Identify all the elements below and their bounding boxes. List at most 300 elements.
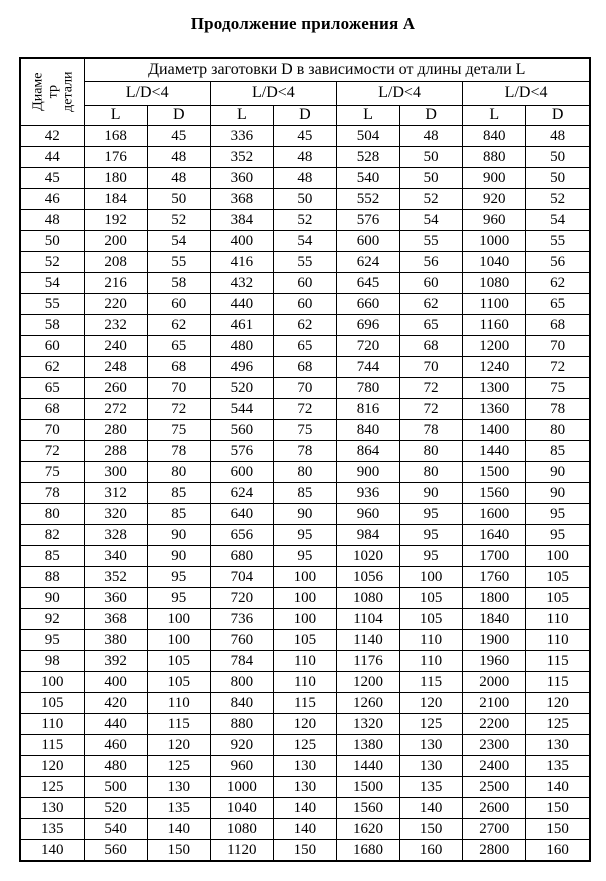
table-cell: 95 xyxy=(526,525,590,546)
table-cell: 312 xyxy=(84,483,147,504)
table-cell: 320 xyxy=(84,504,147,525)
table-cell: 1104 xyxy=(336,609,399,630)
diameter-cell: 88 xyxy=(20,567,84,588)
table-cell: 1680 xyxy=(336,840,399,862)
table-cell: 180 xyxy=(84,168,147,189)
table-cell: 288 xyxy=(84,441,147,462)
table-cell: 105 xyxy=(526,567,590,588)
table-cell: 70 xyxy=(526,336,590,357)
table-cell: 125 xyxy=(273,735,336,756)
table-cell: 380 xyxy=(84,630,147,651)
table-cell: 45 xyxy=(273,126,336,147)
table-cell: 1000 xyxy=(210,777,273,798)
table-cell: 130 xyxy=(273,777,336,798)
table-cell: 720 xyxy=(336,336,399,357)
table-row xyxy=(20,294,590,315)
table-cell: 1200 xyxy=(463,336,526,357)
diameter-cell: 82 xyxy=(20,525,84,546)
table-cell: 140 xyxy=(147,819,210,840)
diameter-cell: 80 xyxy=(20,504,84,525)
table-cell: 1500 xyxy=(336,777,399,798)
table-row xyxy=(20,357,590,378)
diameter-cell: 48 xyxy=(20,210,84,231)
table-cell: 184 xyxy=(84,189,147,210)
table-cell: 461 xyxy=(210,315,273,336)
diameter-cell: 75 xyxy=(20,462,84,483)
table-cell: 2500 xyxy=(463,777,526,798)
table-cell: 1380 xyxy=(336,735,399,756)
table-row xyxy=(20,819,590,840)
diameter-cell: 100 xyxy=(20,672,84,693)
diameter-cell: 60 xyxy=(20,336,84,357)
table-row xyxy=(20,798,590,819)
table-cell: 1620 xyxy=(336,819,399,840)
table-cell: 540 xyxy=(336,168,399,189)
table-row xyxy=(20,777,590,798)
table-cell: 52 xyxy=(400,189,463,210)
table-cell: 1560 xyxy=(336,798,399,819)
table-cell: 480 xyxy=(84,756,147,777)
table-cell: 864 xyxy=(336,441,399,462)
sub-header-row xyxy=(20,105,590,125)
table-cell: 400 xyxy=(210,231,273,252)
table-cell: 60 xyxy=(273,273,336,294)
table-row xyxy=(20,483,590,504)
table-row xyxy=(20,441,590,462)
table-cell: 624 xyxy=(210,483,273,504)
table-cell: 1400 xyxy=(463,420,526,441)
table-cell: 2700 xyxy=(463,819,526,840)
table-cell: 368 xyxy=(84,609,147,630)
table-cell: 780 xyxy=(336,378,399,399)
table-cell: 528 xyxy=(336,147,399,168)
diameter-cell: 135 xyxy=(20,819,84,840)
table-row xyxy=(20,378,590,399)
table-cell: 520 xyxy=(84,798,147,819)
table-cell: 54 xyxy=(526,210,590,231)
table-cell: 60 xyxy=(400,273,463,294)
table-cell: 140 xyxy=(273,819,336,840)
table-cell: 352 xyxy=(210,147,273,168)
table-cell: 125 xyxy=(526,714,590,735)
table-cell: 1800 xyxy=(463,588,526,609)
table-cell: 1020 xyxy=(336,546,399,567)
table-cell: 72 xyxy=(400,378,463,399)
table-row xyxy=(20,399,590,420)
table-cell: 656 xyxy=(210,525,273,546)
table-cell: 65 xyxy=(400,315,463,336)
table-cell: 105 xyxy=(273,630,336,651)
table-cell: 105 xyxy=(400,609,463,630)
table-cell: 1560 xyxy=(463,483,526,504)
table-cell: 816 xyxy=(336,399,399,420)
table-cell: 248 xyxy=(84,357,147,378)
table-cell: 960 xyxy=(210,756,273,777)
table-cell: 140 xyxy=(400,798,463,819)
table-cell: 50 xyxy=(400,168,463,189)
table-cell: 105 xyxy=(147,672,210,693)
table-cell: 704 xyxy=(210,567,273,588)
table-row xyxy=(20,714,590,735)
table-cell: 115 xyxy=(526,651,590,672)
table-cell: 440 xyxy=(210,294,273,315)
table-cell: 95 xyxy=(400,525,463,546)
table-cell: 100 xyxy=(147,609,210,630)
table-cell: 1240 xyxy=(463,357,526,378)
table-cell: 68 xyxy=(147,357,210,378)
table-cell: 70 xyxy=(147,378,210,399)
table-cell: 62 xyxy=(273,315,336,336)
diameter-cell: 98 xyxy=(20,651,84,672)
table-cell: 72 xyxy=(526,357,590,378)
table-cell: 140 xyxy=(273,798,336,819)
table-cell: 100 xyxy=(273,567,336,588)
table-row xyxy=(20,567,590,588)
table-cell: 150 xyxy=(526,819,590,840)
table-cell: 54 xyxy=(147,231,210,252)
table-cell: 140 xyxy=(526,777,590,798)
table-cell: 68 xyxy=(400,336,463,357)
table-cell: 48 xyxy=(526,126,590,147)
table-cell: 480 xyxy=(210,336,273,357)
table-row xyxy=(20,462,590,483)
table-cell: 900 xyxy=(336,462,399,483)
table-cell: 840 xyxy=(210,693,273,714)
table-cell: 110 xyxy=(273,672,336,693)
table-cell: 130 xyxy=(147,777,210,798)
table-cell: 1000 xyxy=(463,231,526,252)
rotated-text-wrap xyxy=(21,59,84,125)
table-cell: 1360 xyxy=(463,399,526,420)
diameter-cell: 105 xyxy=(20,693,84,714)
diameter-cell: 115 xyxy=(20,735,84,756)
table-cell: 736 xyxy=(210,609,273,630)
table-cell: 150 xyxy=(147,840,210,862)
table-cell: 760 xyxy=(210,630,273,651)
table-cell: 624 xyxy=(336,252,399,273)
table-row xyxy=(20,231,590,252)
table-cell: 576 xyxy=(336,210,399,231)
table-cell: 984 xyxy=(336,525,399,546)
table-cell: 52 xyxy=(273,210,336,231)
table-cell: 2100 xyxy=(463,693,526,714)
table-cell: 68 xyxy=(526,315,590,336)
table-cell: 800 xyxy=(210,672,273,693)
table-cell: 68 xyxy=(273,357,336,378)
group-header: L/D<4 xyxy=(463,82,590,106)
table-cell: 576 xyxy=(210,441,273,462)
table-cell: 90 xyxy=(147,546,210,567)
table-cell: 460 xyxy=(84,735,147,756)
table-cell: 560 xyxy=(210,420,273,441)
table-cell: 840 xyxy=(336,420,399,441)
diameter-cell: 68 xyxy=(20,399,84,420)
table-cell: 75 xyxy=(147,420,210,441)
table-cell: 340 xyxy=(84,546,147,567)
table-cell: 62 xyxy=(400,294,463,315)
diameter-cell: 140 xyxy=(20,840,84,862)
table-cell: 62 xyxy=(526,273,590,294)
table-row xyxy=(20,189,590,210)
table-cell: 120 xyxy=(273,714,336,735)
table-cell: 1120 xyxy=(210,840,273,862)
table-cell: 45 xyxy=(147,126,210,147)
table-cell: 1080 xyxy=(210,819,273,840)
table-row xyxy=(20,672,590,693)
table-cell: 72 xyxy=(400,399,463,420)
table-cell: 50 xyxy=(147,189,210,210)
table-cell: 336 xyxy=(210,126,273,147)
table-cell: 130 xyxy=(400,735,463,756)
table-cell: 85 xyxy=(273,483,336,504)
table-cell: 1700 xyxy=(463,546,526,567)
table-cell: 1040 xyxy=(210,798,273,819)
table-cell: 1056 xyxy=(336,567,399,588)
table-cell: 360 xyxy=(210,168,273,189)
table-cell: 392 xyxy=(84,651,147,672)
diameter-cell: 78 xyxy=(20,483,84,504)
table-cell: 90 xyxy=(526,462,590,483)
table-cell: 1500 xyxy=(463,462,526,483)
table-cell: 150 xyxy=(400,819,463,840)
table-cell: 1176 xyxy=(336,651,399,672)
table-cell: 50 xyxy=(526,168,590,189)
diameter-cell: 125 xyxy=(20,777,84,798)
table-cell: 60 xyxy=(147,294,210,315)
part-diameter-label xyxy=(30,60,75,124)
table-cell: 544 xyxy=(210,399,273,420)
table-cell: 2300 xyxy=(463,735,526,756)
table-cell: 920 xyxy=(463,189,526,210)
table-cell: 120 xyxy=(147,735,210,756)
diameter-cell: 72 xyxy=(20,441,84,462)
table-cell: 56 xyxy=(400,252,463,273)
table-cell: 125 xyxy=(400,714,463,735)
diameter-cell: 46 xyxy=(20,189,84,210)
table-cell: 352 xyxy=(84,567,147,588)
table-cell: 52 xyxy=(147,210,210,231)
table-cell: 55 xyxy=(273,252,336,273)
table-cell: 80 xyxy=(147,462,210,483)
table-cell: 432 xyxy=(210,273,273,294)
table-cell: 260 xyxy=(84,378,147,399)
table-cell: 70 xyxy=(400,357,463,378)
table-cell: 95 xyxy=(526,504,590,525)
diameter-cell: 85 xyxy=(20,546,84,567)
table-cell: 1960 xyxy=(463,651,526,672)
table-cell: 54 xyxy=(400,210,463,231)
table-cell: 520 xyxy=(210,378,273,399)
table-cell: 58 xyxy=(147,273,210,294)
diameter-cell: 65 xyxy=(20,378,84,399)
table-cell: 110 xyxy=(147,693,210,714)
table-cell: 696 xyxy=(336,315,399,336)
table-cell: 90 xyxy=(273,504,336,525)
table-cell: 420 xyxy=(84,693,147,714)
table-cell: 160 xyxy=(400,840,463,862)
table-cell: 552 xyxy=(336,189,399,210)
table-cell: 2800 xyxy=(463,840,526,862)
table-row xyxy=(20,630,590,651)
table-cell: 1640 xyxy=(463,525,526,546)
table-row xyxy=(20,756,590,777)
table-cell: 48 xyxy=(273,147,336,168)
table-cell: 130 xyxy=(400,756,463,777)
table-cell: 75 xyxy=(526,378,590,399)
table-cell: 1200 xyxy=(336,672,399,693)
table-cell: 50 xyxy=(526,147,590,168)
group-header: L/D<4 xyxy=(84,82,210,106)
diameter-cell: 130 xyxy=(20,798,84,819)
group-header: L/D<4 xyxy=(336,82,462,106)
table-cell: 78 xyxy=(526,399,590,420)
diameter-cell: 58 xyxy=(20,315,84,336)
table-cell: 130 xyxy=(526,735,590,756)
diameter-cell: 44 xyxy=(20,147,84,168)
table-cell: 2600 xyxy=(463,798,526,819)
table-cell: 600 xyxy=(210,462,273,483)
table-cell: 48 xyxy=(400,126,463,147)
table-cell: 95 xyxy=(400,504,463,525)
table-row xyxy=(20,546,590,567)
table-row xyxy=(20,693,590,714)
table-cell: 936 xyxy=(336,483,399,504)
table-row xyxy=(20,147,590,168)
table-cell: 115 xyxy=(273,693,336,714)
table-row xyxy=(20,168,590,189)
table-cell: 54 xyxy=(273,231,336,252)
table-cell: 100 xyxy=(273,609,336,630)
diameter-cell: 120 xyxy=(20,756,84,777)
table-cell: 280 xyxy=(84,420,147,441)
table-cell: 115 xyxy=(526,672,590,693)
table-row xyxy=(20,840,590,862)
table-cell: 880 xyxy=(210,714,273,735)
table-cell: 200 xyxy=(84,231,147,252)
sub-header: D xyxy=(400,105,463,125)
table-cell: 840 xyxy=(463,126,526,147)
table-cell: 125 xyxy=(147,756,210,777)
sub-header: L xyxy=(84,105,147,125)
table-cell: 110 xyxy=(400,651,463,672)
table-cell: 645 xyxy=(336,273,399,294)
table-cell: 65 xyxy=(147,336,210,357)
sub-header: L xyxy=(463,105,526,125)
table-cell: 880 xyxy=(463,147,526,168)
table-cell: 328 xyxy=(84,525,147,546)
sub-header: D xyxy=(147,105,210,125)
table-cell: 1100 xyxy=(463,294,526,315)
table-row xyxy=(20,609,590,630)
table-cell: 90 xyxy=(147,525,210,546)
sub-header: D xyxy=(526,105,590,125)
table-cell: 368 xyxy=(210,189,273,210)
table-cell: 720 xyxy=(210,588,273,609)
table-cell: 52 xyxy=(526,189,590,210)
table-cell: 105 xyxy=(526,588,590,609)
table-cell: 110 xyxy=(400,630,463,651)
diameter-cell: 54 xyxy=(20,273,84,294)
table-cell: 80 xyxy=(400,441,463,462)
table-cell: 95 xyxy=(273,546,336,567)
sub-header: L xyxy=(210,105,273,125)
diameter-cell: 70 xyxy=(20,420,84,441)
table-cell: 95 xyxy=(147,588,210,609)
table-cell: 78 xyxy=(273,441,336,462)
table-cell: 48 xyxy=(147,168,210,189)
table-cell: 1600 xyxy=(463,504,526,525)
table-cell: 135 xyxy=(526,756,590,777)
table-row xyxy=(20,336,590,357)
table-cell: 72 xyxy=(273,399,336,420)
table-cell: 100 xyxy=(147,630,210,651)
diameter-cell: 92 xyxy=(20,609,84,630)
table-cell: 600 xyxy=(336,231,399,252)
table-cell: 176 xyxy=(84,147,147,168)
main-header-row xyxy=(20,58,590,82)
table-cell: 2200 xyxy=(463,714,526,735)
table-cell: 110 xyxy=(273,651,336,672)
table-cell: 85 xyxy=(147,504,210,525)
diameter-cell: 110 xyxy=(20,714,84,735)
table-cell: 1320 xyxy=(336,714,399,735)
table-cell: 500 xyxy=(84,777,147,798)
page-title: Продолжение приложения А xyxy=(190,14,416,33)
table-row xyxy=(20,273,590,294)
table-cell: 504 xyxy=(336,126,399,147)
table-cell: 1040 xyxy=(463,252,526,273)
table-cell: 120 xyxy=(400,693,463,714)
table-cell: 1080 xyxy=(336,588,399,609)
table-cell: 900 xyxy=(463,168,526,189)
table-cell: 70 xyxy=(273,378,336,399)
table-cell: 80 xyxy=(273,462,336,483)
table-cell: 784 xyxy=(210,651,273,672)
table-row xyxy=(20,420,590,441)
table-cell: 640 xyxy=(210,504,273,525)
table-cell: 496 xyxy=(210,357,273,378)
table-cell: 60 xyxy=(273,294,336,315)
diameter-cell: 62 xyxy=(20,357,84,378)
table-cell: 360 xyxy=(84,588,147,609)
blank-diameter-table xyxy=(19,57,591,862)
table-cell: 1440 xyxy=(463,441,526,462)
table-cell: 65 xyxy=(273,336,336,357)
diameter-cell: 95 xyxy=(20,630,84,651)
table-cell: 1080 xyxy=(463,273,526,294)
table-cell: 48 xyxy=(147,147,210,168)
table-cell: 95 xyxy=(400,546,463,567)
table-cell: 960 xyxy=(463,210,526,231)
table-cell: 220 xyxy=(84,294,147,315)
table-cell: 130 xyxy=(273,756,336,777)
table-cell: 1160 xyxy=(463,315,526,336)
table-cell: 1140 xyxy=(336,630,399,651)
table-cell: 62 xyxy=(147,315,210,336)
table-cell: 540 xyxy=(84,819,147,840)
table-row xyxy=(20,252,590,273)
table-cell: 80 xyxy=(400,462,463,483)
table-cell: 90 xyxy=(526,483,590,504)
table-cell: 135 xyxy=(147,798,210,819)
table-cell: 300 xyxy=(84,462,147,483)
table-cell: 55 xyxy=(526,231,590,252)
table-cell: 272 xyxy=(84,399,147,420)
table-cell: 1260 xyxy=(336,693,399,714)
table-cell: 55 xyxy=(147,252,210,273)
table-cell: 115 xyxy=(400,672,463,693)
table-cell: 85 xyxy=(147,483,210,504)
